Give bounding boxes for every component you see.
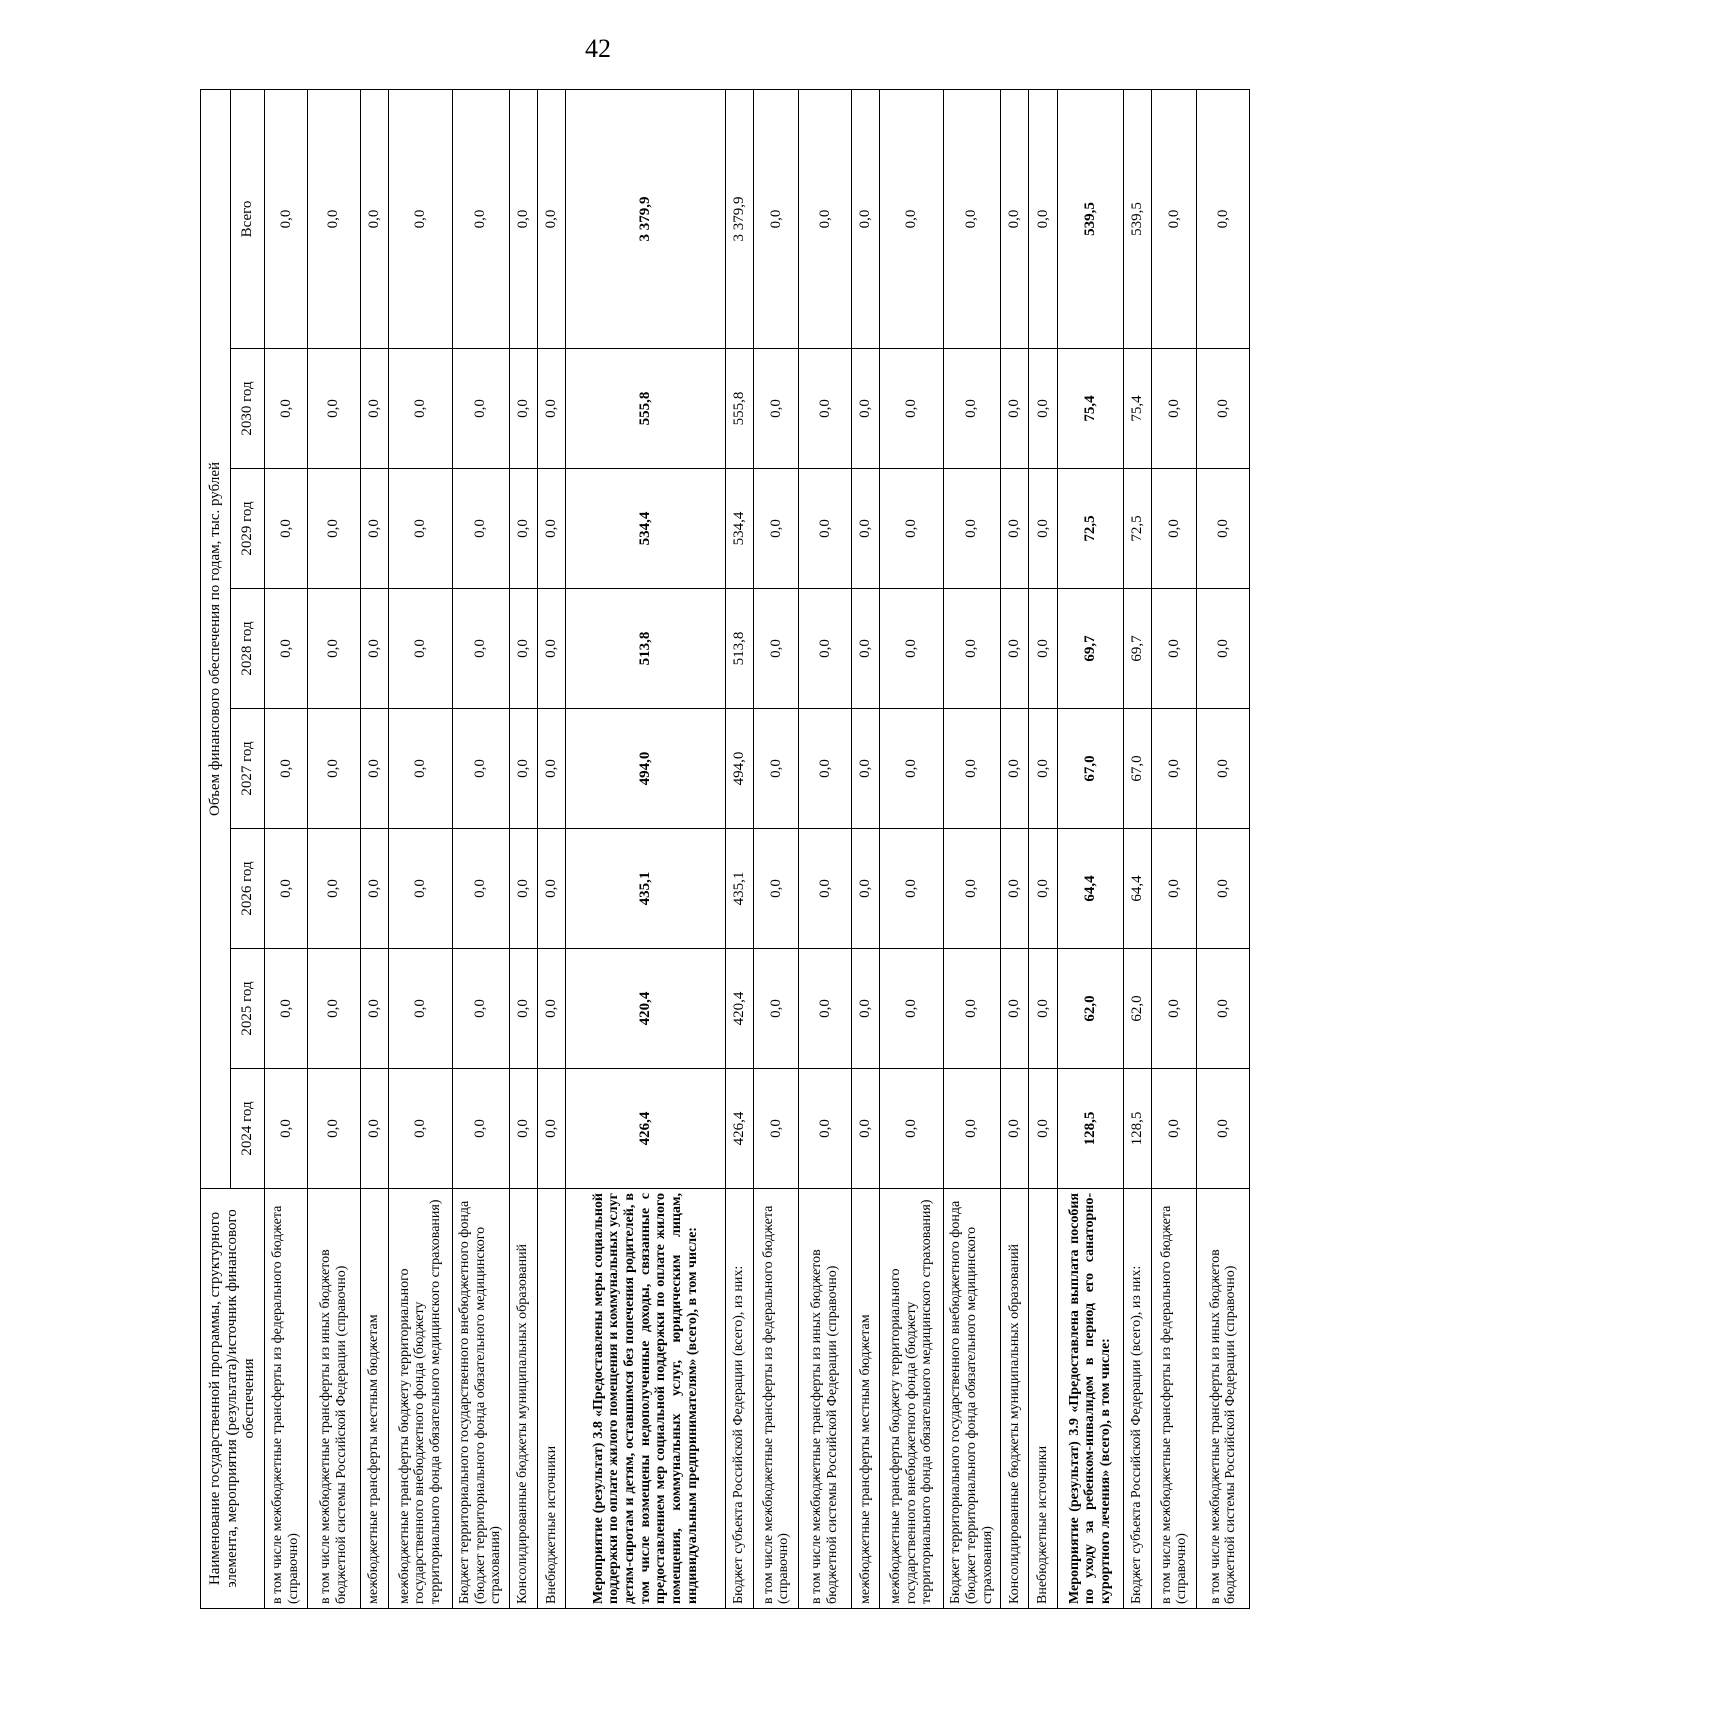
row-value: 72,5: [1123, 469, 1151, 589]
row-value: 0,0: [537, 1069, 565, 1189]
row-value: 64,4: [1057, 829, 1123, 949]
table-row: [1123, 89, 1151, 1608]
row-value: 0,0: [509, 1069, 537, 1189]
row-name: Консолидированные бюджеты муниципальных образований: [1000, 1189, 1028, 1609]
row-value: 0,0: [388, 1069, 452, 1189]
table-row: [360, 89, 388, 1608]
row-value: 534,4: [566, 469, 725, 589]
row-value: 0,0: [1000, 589, 1028, 709]
row-value: 0,0: [509, 89, 537, 348]
row-value: 0,0: [509, 829, 537, 949]
row-value: 0,0: [799, 89, 851, 348]
row-value: 420,4: [725, 949, 753, 1069]
row-value: 62,0: [1057, 949, 1123, 1069]
row-value: 435,1: [725, 829, 753, 949]
row-value: 0,0: [537, 589, 565, 709]
row-value: 0,0: [360, 349, 388, 469]
row-value: 0,0: [1000, 709, 1028, 829]
row-value: 0,0: [308, 589, 360, 709]
row-value: 0,0: [754, 1069, 799, 1189]
row-value: 0,0: [1152, 709, 1197, 829]
row-value: 0,0: [509, 589, 537, 709]
row-value: 0,0: [265, 589, 308, 709]
header-year-2030: 2030 год: [231, 349, 265, 469]
row-value: 555,8: [725, 349, 753, 469]
row-value: 0,0: [1152, 89, 1197, 348]
row-name: Бюджет территориального государственного внебюджетного фонда (бюджет территориального фонда обязательного медицинского страхования): [943, 1189, 1000, 1609]
row-value: 0,0: [537, 469, 565, 589]
row-value: 0,0: [537, 709, 565, 829]
row-value: 67,0: [1057, 709, 1123, 829]
row-value: 0,0: [1029, 1069, 1057, 1189]
row-value: 0,0: [265, 89, 308, 348]
row-value: 0,0: [754, 949, 799, 1069]
row-value: 0,0: [1152, 1069, 1197, 1189]
row-value: 0,0: [799, 469, 851, 589]
row-value: 0,0: [308, 89, 360, 348]
row-value: 0,0: [1029, 89, 1057, 348]
header-name-column: Наименование государственной программы, структурного элемента, мероприятия (результата)/источник финансового обеспечения: [201, 1189, 265, 1609]
row-value: 0,0: [265, 349, 308, 469]
row-value: 0,0: [754, 349, 799, 469]
row-value: 0,0: [308, 469, 360, 589]
row-value: 0,0: [943, 709, 1000, 829]
row-value: 0,0: [851, 89, 879, 348]
row-value: 0,0: [452, 949, 509, 1069]
row-value: 0,0: [1000, 469, 1028, 589]
row-value: 539,5: [1057, 89, 1123, 348]
row-value: 0,0: [265, 469, 308, 589]
row-value: 75,4: [1057, 349, 1123, 469]
row-value: 0,0: [851, 829, 879, 949]
row-value: 0,0: [537, 949, 565, 1069]
row-value: 128,5: [1123, 1069, 1151, 1189]
row-value: 0,0: [880, 709, 944, 829]
row-value: 0,0: [1197, 589, 1250, 709]
table-row: [452, 89, 509, 1608]
row-value: 0,0: [1000, 1069, 1028, 1189]
row-value: 0,0: [880, 949, 944, 1069]
row-value: 0,0: [509, 949, 537, 1069]
row-value: 0,0: [1029, 349, 1057, 469]
row-value: 0,0: [1197, 89, 1250, 348]
table-rotator: [200, 90, 1719, 1604]
row-value: 64,4: [1123, 829, 1151, 949]
header-year-2025: 2025 год: [231, 949, 265, 1069]
row-value: 513,8: [725, 589, 753, 709]
row-value: 0,0: [360, 1069, 388, 1189]
row-name: в том числе межбюджетные трансферты из иных бюджетов бюджетной системы Российской Федерации (справочно): [1197, 1189, 1250, 1609]
row-value: 0,0: [509, 469, 537, 589]
financing-table: [200, 89, 1250, 1609]
row-value: 0,0: [360, 709, 388, 829]
row-value: 0,0: [1197, 1069, 1250, 1189]
row-value: 0,0: [452, 709, 509, 829]
row-value: 0,0: [1000, 349, 1028, 469]
row-name: межбюджетные трансферты местным бюджетам: [851, 1189, 879, 1609]
table-rotated-content: [200, 90, 1250, 1609]
row-value: 0,0: [1197, 949, 1250, 1069]
row-value: 0,0: [360, 469, 388, 589]
row-value: 0,0: [851, 469, 879, 589]
row-name: в том числе межбюджетные трансферты из федерального бюджета (справочно): [1152, 1189, 1197, 1609]
row-name: Консолидированные бюджеты муниципальных образований: [509, 1189, 537, 1609]
row-value: 0,0: [509, 349, 537, 469]
row-value: 0,0: [1197, 469, 1250, 589]
row-value: 0,0: [452, 349, 509, 469]
row-value: 0,0: [452, 469, 509, 589]
row-value: 0,0: [265, 949, 308, 1069]
header-year-2026: 2026 год: [231, 829, 265, 949]
table-row: [509, 89, 537, 1608]
row-value: 0,0: [943, 469, 1000, 589]
row-value: 420,4: [566, 949, 725, 1069]
header-year-2028: 2028 год: [231, 589, 265, 709]
row-value: 426,4: [566, 1069, 725, 1189]
row-value: 0,0: [943, 829, 1000, 949]
table-row: [943, 89, 1000, 1608]
row-value: 0,0: [388, 829, 452, 949]
header-year-2029: 2029 год: [231, 469, 265, 589]
table-row: [1152, 89, 1197, 1608]
row-name: Внебюджетные источники: [537, 1189, 565, 1609]
table-row: [725, 89, 753, 1608]
row-value: 0,0: [799, 709, 851, 829]
row-name: в том числе межбюджетные трансферты из федерального бюджета (справочно): [754, 1189, 799, 1609]
row-value: 0,0: [388, 89, 452, 348]
row-name: межбюджетные трансферты бюджету территориального государственного внебюджетного фонда (бюджету территориального фонда обязательного медицинского страхования): [388, 1189, 452, 1609]
table-row: [388, 89, 452, 1608]
table-row: [1057, 89, 1123, 1608]
row-value: 0,0: [360, 589, 388, 709]
row-value: 3 379,9: [566, 89, 725, 348]
row-value: 0,0: [943, 89, 1000, 348]
row-value: 555,8: [566, 349, 725, 469]
row-value: 0,0: [1152, 589, 1197, 709]
row-value: 0,0: [943, 949, 1000, 1069]
row-value: 0,0: [265, 829, 308, 949]
row-value: 0,0: [851, 709, 879, 829]
row-value: 0,0: [754, 89, 799, 348]
row-value: 0,0: [1197, 709, 1250, 829]
row-value: 0,0: [537, 89, 565, 348]
row-value: 513,8: [566, 589, 725, 709]
row-value: 0,0: [1029, 589, 1057, 709]
row-name: Внебюджетные источники: [1029, 1189, 1057, 1609]
header-year-2027: 2027 год: [231, 709, 265, 829]
row-value: 0,0: [754, 469, 799, 589]
row-value: 0,0: [880, 349, 944, 469]
row-value: 0,0: [851, 949, 879, 1069]
row-value: 0,0: [265, 1069, 308, 1189]
row-value: 0,0: [1000, 949, 1028, 1069]
header-year-2024: 2024 год: [231, 1069, 265, 1189]
row-name: Мероприятие (результат) 3.9 «Предоставлена выплата пособия по уходу за ребенком-инвалидом в период его санаторно-курортного лечения» (всего), в том числе:: [1057, 1189, 1123, 1609]
row-value: 534,4: [725, 469, 753, 589]
row-value: 0,0: [799, 1069, 851, 1189]
row-value: 72,5: [1057, 469, 1123, 589]
row-value: 0,0: [388, 469, 452, 589]
row-value: 0,0: [880, 469, 944, 589]
row-value: 0,0: [1152, 469, 1197, 589]
row-value: 0,0: [1152, 349, 1197, 469]
row-name: Бюджет субъекта Российской Федерации (всего), из них:: [1123, 1189, 1151, 1609]
row-value: 0,0: [1029, 709, 1057, 829]
row-value: 0,0: [943, 349, 1000, 469]
row-value: 0,0: [452, 829, 509, 949]
table-row: [566, 89, 725, 1608]
table-row: [265, 89, 308, 1608]
row-value: 0,0: [943, 589, 1000, 709]
row-value: 0,0: [799, 349, 851, 469]
row-value: 494,0: [725, 709, 753, 829]
row-value: 0,0: [360, 89, 388, 348]
row-name: межбюджетные трансферты бюджету территориального государственного внебюджетного фонда (бюджету территориального фонда обязательного медицинского страхования): [880, 1189, 944, 1609]
row-value: 67,0: [1123, 709, 1151, 829]
row-name: в том числе межбюджетные трансферты из иных бюджетов бюджетной системы Российской Федерации (справочно): [799, 1189, 851, 1609]
table-row: [537, 89, 565, 1608]
row-value: 0,0: [880, 89, 944, 348]
row-value: 0,0: [1152, 829, 1197, 949]
row-value: 0,0: [360, 829, 388, 949]
row-value: 0,0: [1029, 469, 1057, 589]
row-value: 0,0: [799, 829, 851, 949]
row-value: 0,0: [880, 829, 944, 949]
row-name: Мероприятие (результат) 3.8 «Предоставлены меры социальной поддержки по оплате жилого помещения и коммунальных услуг детям-сиротам и детям, оставшимся без попечения родителей, в том числе возмещены недополученные доходы, связанные с предоставлением мер социальной поддержки по оплате жилого помещения, коммунальных услуг, юридическим лицам, индивидуальным предпринимателям» (всего), в том числе:: [566, 1189, 725, 1609]
row-value: 0,0: [537, 829, 565, 949]
row-value: 0,0: [754, 709, 799, 829]
row-value: 75,4: [1123, 349, 1151, 469]
row-value: 0,0: [880, 589, 944, 709]
row-value: 0,0: [1000, 89, 1028, 348]
row-value: 0,0: [360, 949, 388, 1069]
table-row: [308, 89, 360, 1608]
row-value: 62,0: [1123, 949, 1151, 1069]
row-value: 69,7: [1057, 589, 1123, 709]
row-value: 0,0: [1029, 829, 1057, 949]
row-value: 0,0: [452, 589, 509, 709]
page-number: 42: [585, 34, 611, 63]
row-value: 0,0: [308, 1069, 360, 1189]
row-name: в том числе межбюджетные трансферты из иных бюджетов бюджетной системы Российской Федерации (справочно): [308, 1189, 360, 1609]
row-value: 0,0: [308, 709, 360, 829]
row-value: 0,0: [388, 949, 452, 1069]
row-value: 0,0: [799, 589, 851, 709]
row-value: 0,0: [1197, 829, 1250, 949]
row-name: межбюджетные трансферты местным бюджетам: [360, 1189, 388, 1609]
row-value: 0,0: [388, 589, 452, 709]
row-value: 0,0: [1029, 949, 1057, 1069]
row-value: 0,0: [1000, 829, 1028, 949]
table-row: [799, 89, 851, 1608]
table-row: [1197, 89, 1250, 1608]
row-value: 0,0: [754, 589, 799, 709]
row-value: 0,0: [754, 829, 799, 949]
header-total: Всего: [231, 89, 265, 348]
row-value: 69,7: [1123, 589, 1151, 709]
row-name: Бюджет территориального государственного внебюджетного фонда (бюджет территориального фонда обязательного медицинского страхования): [452, 1189, 509, 1609]
table-row: [851, 89, 879, 1608]
row-value: 0,0: [799, 949, 851, 1069]
row-value: 0,0: [1197, 349, 1250, 469]
row-value: 0,0: [880, 1069, 944, 1189]
row-value: 0,0: [851, 589, 879, 709]
row-value: 0,0: [943, 1069, 1000, 1189]
table-row: [1029, 89, 1057, 1608]
row-value: 0,0: [537, 349, 565, 469]
row-value: 494,0: [566, 709, 725, 829]
row-value: 435,1: [566, 829, 725, 949]
table-row: [880, 89, 944, 1608]
row-value: 0,0: [265, 709, 308, 829]
row-value: 0,0: [851, 1069, 879, 1189]
row-value: 0,0: [452, 1069, 509, 1189]
row-value: 0,0: [388, 709, 452, 829]
row-value: 426,4: [725, 1069, 753, 1189]
row-value: 3 379,9: [725, 89, 753, 348]
table-row: [1000, 89, 1028, 1608]
row-value: 0,0: [388, 349, 452, 469]
row-name: Бюджет субъекта Российской Федерации (всего), из них:: [725, 1189, 753, 1609]
row-value: 128,5: [1057, 1069, 1123, 1189]
row-value: 0,0: [308, 349, 360, 469]
table-body: [265, 89, 1250, 1608]
row-value: 0,0: [1152, 949, 1197, 1069]
row-value: 0,0: [308, 829, 360, 949]
row-value: 0,0: [509, 709, 537, 829]
table-row: [754, 89, 799, 1608]
row-value: 0,0: [452, 89, 509, 348]
header-volume-title: Объем финансового обеспечения по годам, тыс. рублей: [201, 89, 231, 1188]
row-name: в том числе межбюджетные трансферты из федерального бюджета (справочно): [265, 1189, 308, 1609]
row-value: 0,0: [308, 949, 360, 1069]
row-value: 0,0: [851, 349, 879, 469]
row-value: 539,5: [1123, 89, 1151, 348]
